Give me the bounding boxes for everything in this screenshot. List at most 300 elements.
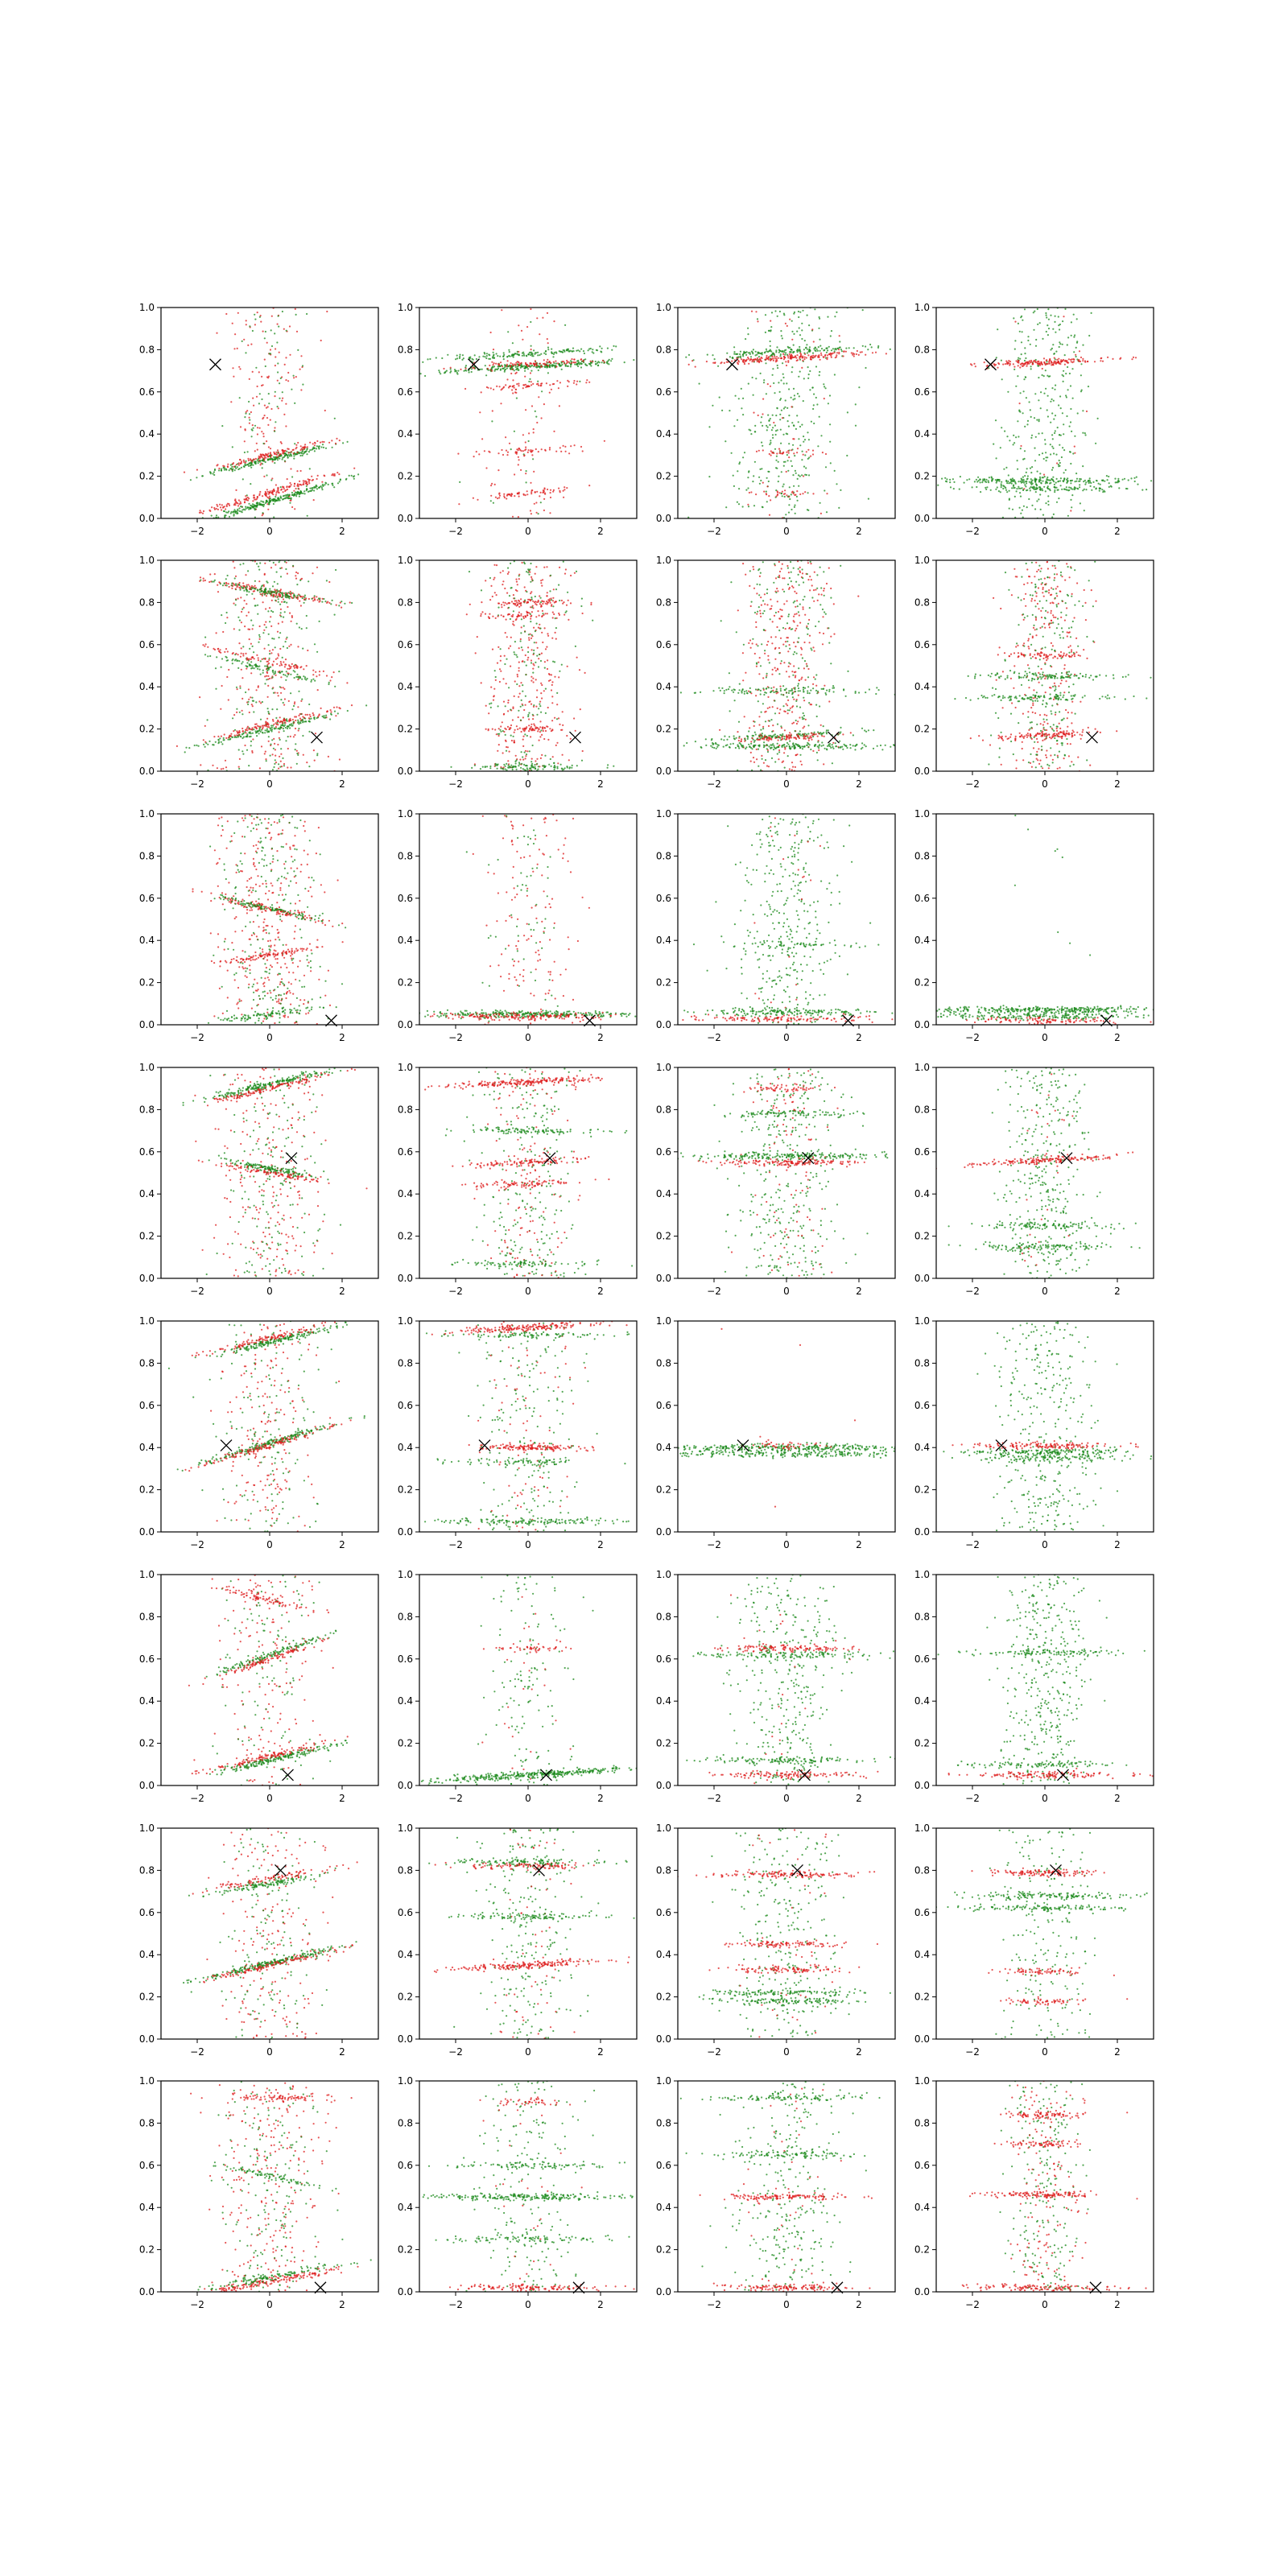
data-point	[249, 665, 250, 667]
data-point	[1088, 335, 1090, 336]
data-point	[233, 348, 235, 349]
data-point	[219, 737, 221, 739]
data-point	[282, 758, 283, 759]
data-point	[1052, 344, 1054, 345]
data-point	[450, 370, 452, 372]
data-point	[1023, 481, 1025, 482]
data-point	[855, 403, 857, 405]
data-point	[242, 509, 243, 510]
data-point	[980, 491, 981, 493]
data-point	[309, 449, 311, 451]
data-point	[996, 457, 997, 459]
data-point	[1034, 486, 1035, 488]
data-point	[485, 357, 487, 359]
data-point	[505, 384, 506, 386]
data-point	[279, 458, 280, 460]
data-point	[1030, 484, 1032, 485]
data-point	[1021, 478, 1022, 480]
data-point	[758, 353, 759, 354]
data-point	[836, 356, 837, 357]
data-point	[807, 366, 809, 368]
data-point	[580, 708, 581, 710]
data-point	[258, 460, 260, 461]
data-point	[277, 744, 279, 745]
data-point	[321, 487, 323, 489]
data-point	[283, 617, 284, 618]
data-point	[258, 566, 259, 568]
data-point	[1018, 486, 1019, 488]
data-point	[1006, 482, 1008, 484]
data-point	[225, 737, 227, 739]
data-point	[272, 663, 274, 665]
data-point	[229, 738, 231, 740]
data-point	[278, 623, 279, 625]
data-point	[725, 506, 727, 508]
data-point	[507, 702, 509, 704]
data-point	[295, 493, 297, 495]
data-point	[252, 705, 254, 707]
data-point	[568, 381, 570, 382]
data-point	[248, 688, 250, 690]
data-point	[543, 353, 545, 354]
data-point	[270, 744, 271, 745]
data-point	[224, 510, 225, 512]
data-point	[295, 578, 297, 580]
data-point	[861, 351, 863, 353]
data-point	[365, 704, 367, 706]
data-point	[1118, 481, 1120, 482]
data-point	[719, 397, 720, 398]
data-point	[1000, 447, 1001, 448]
data-point	[257, 449, 258, 451]
data-point	[270, 353, 271, 354]
data-point	[310, 716, 312, 717]
data-point	[258, 569, 260, 571]
data-point	[235, 604, 237, 605]
data-point	[262, 514, 263, 516]
data-point	[499, 386, 501, 387]
data-point	[270, 419, 271, 421]
data-point	[291, 506, 293, 508]
data-point	[762, 425, 763, 427]
data-point	[239, 685, 241, 687]
data-point	[289, 482, 291, 484]
data-point	[538, 513, 539, 514]
data-point	[249, 585, 250, 587]
data-point	[799, 395, 800, 397]
data-point	[264, 658, 266, 660]
data-point	[249, 378, 250, 380]
data-point	[316, 488, 318, 489]
data-point	[731, 452, 733, 454]
data-point	[815, 365, 817, 367]
data-point	[282, 449, 283, 451]
data-point	[259, 562, 261, 564]
data-point	[808, 351, 810, 353]
data-point	[797, 500, 799, 502]
data-point	[1055, 351, 1057, 353]
data-point	[1052, 467, 1054, 469]
data-point	[497, 497, 498, 499]
data-point	[1075, 354, 1076, 356]
data-point	[807, 431, 808, 433]
data-point	[321, 489, 323, 490]
data-point	[226, 584, 228, 586]
data-point	[489, 369, 491, 370]
data-point	[282, 398, 283, 399]
data-point	[455, 358, 456, 360]
data-point	[314, 760, 316, 762]
data-point	[239, 620, 241, 621]
data-point	[781, 493, 782, 494]
data-point	[539, 363, 541, 365]
data-point	[1058, 316, 1059, 317]
data-point	[306, 313, 308, 315]
data-point	[803, 353, 805, 354]
data-point	[1025, 485, 1026, 487]
data-point	[286, 454, 287, 456]
data-point	[1090, 482, 1092, 484]
data-point	[249, 419, 250, 421]
data-point	[235, 658, 237, 660]
data-point	[270, 590, 272, 592]
data-point	[762, 449, 764, 451]
data-point	[246, 665, 247, 667]
data-point	[840, 489, 841, 491]
data-point	[286, 494, 287, 496]
data-point	[771, 452, 773, 454]
data-point	[834, 316, 836, 317]
data-point	[246, 615, 247, 617]
data-point	[248, 729, 250, 730]
data-point	[1024, 347, 1026, 349]
data-point	[518, 493, 519, 494]
data-point	[745, 361, 746, 362]
data-point	[218, 469, 220, 471]
data-point	[279, 352, 280, 353]
data-point	[776, 356, 778, 357]
data-point	[1030, 344, 1031, 345]
data-point	[770, 450, 772, 452]
data-point	[792, 351, 794, 353]
data-point	[249, 413, 250, 415]
data-point	[230, 733, 232, 735]
x-tick-label: 2	[856, 526, 862, 537]
data-point	[502, 365, 503, 367]
data-point	[836, 312, 837, 313]
data-point	[801, 367, 803, 369]
data-point	[546, 361, 547, 363]
data-point	[803, 436, 804, 437]
data-point	[330, 711, 332, 712]
data-point	[202, 475, 204, 477]
data-point	[583, 350, 584, 352]
data-point	[273, 516, 275, 518]
data-point	[273, 692, 275, 694]
data-point	[304, 446, 306, 448]
data-point	[266, 342, 268, 344]
data-point	[510, 362, 512, 364]
data-point	[525, 441, 526, 443]
data-point	[804, 454, 806, 456]
data-point	[760, 480, 762, 481]
data-point	[250, 483, 251, 485]
data-point	[808, 474, 810, 476]
data-point	[1101, 489, 1103, 490]
data-point	[259, 729, 261, 731]
data-point	[290, 468, 291, 469]
data-point	[547, 347, 549, 349]
data-point	[294, 671, 295, 672]
data-point	[846, 455, 848, 456]
data-point	[247, 451, 249, 452]
data-point	[319, 487, 320, 489]
data-point	[567, 666, 568, 667]
data-point	[527, 657, 529, 658]
data-point	[305, 481, 307, 482]
data-point	[543, 363, 544, 365]
data-point	[238, 464, 240, 466]
data-point	[693, 359, 695, 361]
data-point	[576, 381, 578, 382]
data-point	[543, 403, 545, 405]
data-point	[282, 459, 283, 460]
data-point	[234, 577, 236, 579]
data-point	[838, 353, 840, 354]
data-point	[269, 678, 270, 679]
data-point	[570, 575, 572, 576]
data-point	[222, 506, 224, 508]
data-point	[324, 410, 326, 411]
data-point	[200, 510, 201, 511]
data-point	[1046, 460, 1047, 461]
data-point	[274, 427, 275, 428]
data-point	[252, 588, 254, 589]
data-point	[291, 492, 293, 493]
data-point	[818, 354, 819, 356]
data-point	[747, 328, 749, 329]
data-point	[264, 337, 266, 339]
data-point	[610, 360, 612, 361]
data-point	[982, 480, 984, 481]
data-point	[1100, 360, 1101, 361]
data-point	[254, 585, 256, 587]
data-point	[818, 356, 819, 357]
data-point	[1054, 491, 1055, 493]
data-point	[794, 455, 795, 456]
data-point	[1010, 481, 1012, 482]
data-point	[553, 361, 555, 363]
data-point	[755, 493, 757, 495]
data-point	[1049, 482, 1051, 484]
data-point	[1033, 329, 1034, 331]
data-point	[562, 724, 564, 726]
data-point	[1106, 475, 1108, 477]
data-point	[531, 649, 533, 650]
data-point	[794, 394, 795, 396]
data-point	[492, 596, 493, 597]
data-point	[345, 478, 347, 480]
data-point	[554, 352, 555, 353]
data-point	[513, 594, 514, 596]
data-point	[278, 500, 279, 502]
data-point	[1100, 357, 1102, 359]
data-point	[858, 386, 860, 388]
data-point	[1089, 480, 1091, 481]
data-point	[564, 486, 565, 488]
data-point	[264, 732, 266, 733]
data-point	[819, 371, 820, 373]
data-point	[552, 597, 554, 599]
data-point	[254, 494, 255, 496]
data-point	[545, 450, 547, 452]
data-point	[262, 512, 263, 514]
data-point	[799, 312, 801, 313]
data-point	[264, 675, 266, 677]
data-point	[766, 477, 768, 479]
data-point	[251, 428, 253, 430]
data-point	[259, 316, 261, 318]
data-point	[1039, 493, 1041, 495]
data-point	[314, 718, 316, 720]
data-point	[791, 509, 792, 510]
data-point	[224, 465, 225, 467]
data-point	[262, 672, 264, 674]
data-point	[1026, 397, 1027, 398]
data-point	[549, 392, 551, 394]
data-point	[262, 463, 263, 464]
data-point	[768, 495, 770, 497]
data-point	[293, 490, 295, 492]
data-point	[748, 471, 749, 473]
data-point	[949, 479, 951, 481]
data-point	[277, 380, 279, 382]
data-point	[975, 365, 976, 367]
data-point	[259, 638, 261, 640]
data-point	[1070, 482, 1071, 484]
data-point	[820, 435, 822, 436]
data-point	[1070, 510, 1071, 511]
data-point	[544, 366, 546, 368]
data-point	[750, 358, 752, 360]
data-point	[288, 646, 290, 647]
data-point	[212, 473, 213, 474]
data-point	[264, 457, 266, 459]
data-point	[795, 470, 796, 472]
data-point	[779, 419, 781, 420]
data-point	[546, 566, 547, 568]
data-point	[812, 450, 814, 452]
data-point	[838, 507, 840, 509]
data-point	[525, 384, 526, 386]
data-point	[801, 474, 803, 476]
data-point	[1110, 485, 1112, 487]
data-point	[245, 732, 246, 733]
data-point	[782, 417, 783, 419]
data-point	[323, 485, 324, 486]
data-point	[551, 638, 553, 639]
data-point	[262, 454, 264, 456]
data-point	[774, 425, 776, 427]
data-point	[1052, 477, 1054, 478]
data-point	[293, 375, 295, 377]
data-point	[737, 357, 738, 358]
data-point	[282, 592, 283, 593]
data-point	[953, 481, 955, 483]
data-point	[518, 385, 519, 386]
data-point	[582, 450, 584, 452]
data-point	[845, 348, 847, 349]
data-point	[279, 592, 281, 593]
data-point	[522, 352, 524, 353]
data-point	[1054, 361, 1055, 362]
data-point	[1057, 427, 1059, 428]
data-point	[320, 442, 321, 444]
data-point	[293, 705, 295, 707]
data-point	[1067, 389, 1069, 390]
data-point	[287, 456, 289, 458]
data-point	[540, 683, 542, 684]
data-point	[221, 509, 222, 510]
data-point	[230, 401, 232, 402]
data-point	[257, 605, 258, 606]
data-point	[548, 361, 550, 362]
data-point	[489, 354, 490, 356]
data-point	[242, 750, 243, 752]
data-point	[753, 411, 754, 413]
data-point	[1034, 448, 1035, 449]
data-point	[836, 483, 837, 485]
data-point	[245, 736, 246, 737]
data-point	[279, 593, 280, 595]
data-point	[268, 712, 270, 714]
data-point	[324, 715, 325, 716]
data-point	[202, 644, 204, 646]
data-point	[1018, 410, 1020, 411]
data-point	[522, 355, 523, 357]
data-point	[268, 659, 270, 661]
data-point	[232, 469, 233, 470]
data-point	[799, 346, 800, 348]
data-point	[568, 619, 569, 621]
data-point	[1067, 336, 1069, 338]
data-point	[1075, 481, 1077, 482]
data-point	[1080, 357, 1082, 358]
data-point	[250, 620, 252, 621]
data-point	[270, 652, 272, 654]
data-point	[1054, 357, 1055, 359]
data-point	[535, 416, 537, 418]
data-point	[503, 354, 505, 356]
data-point	[271, 687, 273, 689]
data-point	[812, 353, 814, 354]
data-point	[248, 460, 250, 461]
data-point	[1082, 465, 1084, 467]
data-point	[771, 356, 773, 357]
data-point	[1030, 478, 1032, 480]
data-point	[1079, 484, 1080, 485]
data-point	[278, 654, 279, 656]
data-point	[1058, 489, 1059, 490]
data-point	[782, 337, 783, 339]
data-point	[242, 646, 244, 647]
data-point	[277, 406, 279, 407]
data-point	[530, 493, 532, 494]
data-point	[254, 590, 255, 592]
data-point	[523, 355, 525, 357]
data-point	[531, 454, 533, 456]
y-tick-label: 0.0	[398, 513, 413, 524]
